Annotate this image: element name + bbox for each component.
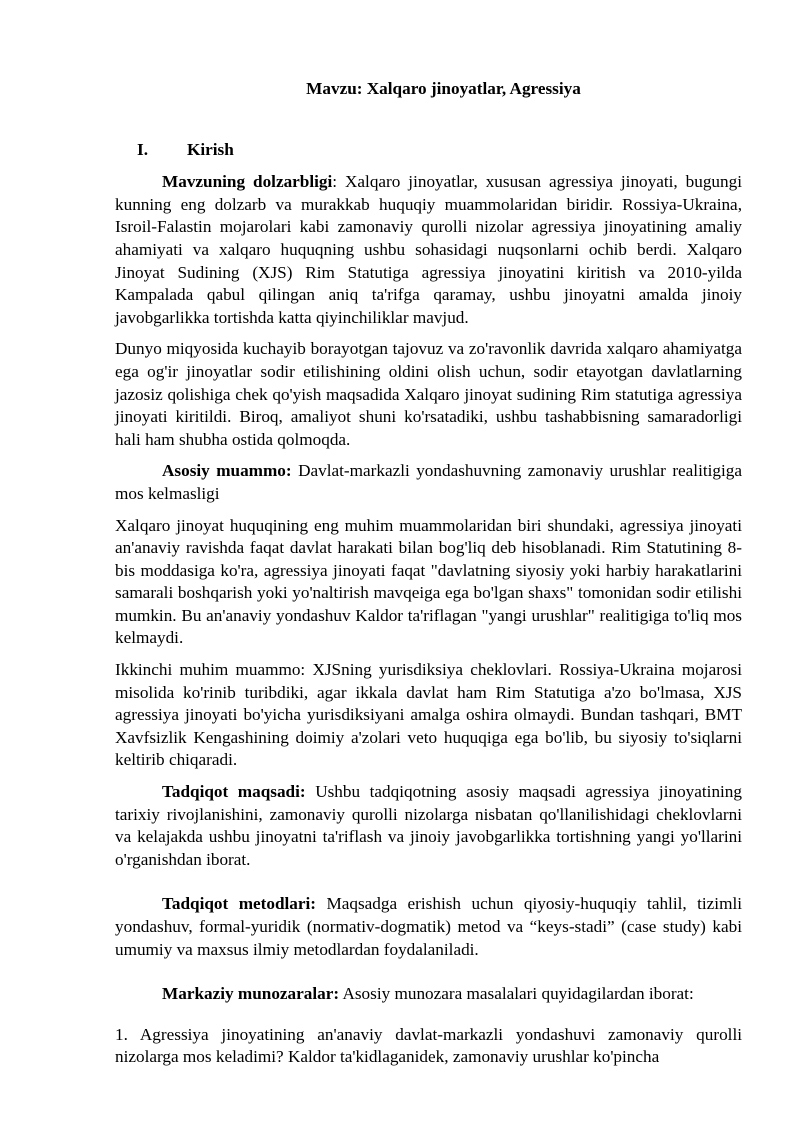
paragraph-research-methods — [115, 893, 742, 961]
paragraph-label: Mavzuning dolzarbligi — [162, 172, 333, 192]
paragraph-label: Markaziy munozaralar: — [162, 984, 340, 1004]
paragraph-text: Ushbu tadqiqotning asosiy maqsadi agressiya jinoyatining tarixiy rivojlanishini, zamonaviy qurolli nizolarga nisbatan qo'llanilishidagi cheklovlarni va kelajakda ushbu jinoyatni ta'riflash va jinoiy javobgarlikka tortishning yangi yo'llarini o'rganishdan iborat. — [115, 782, 742, 869]
label-separator: : — [332, 172, 345, 192]
label-separator — [306, 782, 316, 801]
list-item-number: 1. — [115, 1024, 128, 1044]
section-title: Kirish — [187, 139, 234, 159]
paragraph-state-centric — [115, 515, 742, 651]
label-separator — [316, 894, 326, 913]
paragraph-text: Ikkinchi muhim muammo: XJSning yurisdiksiya cheklovlari. Rossiya-Ukraina mojarosi misolida ko'rinib turibdiki, agar ikkala davlat ham Rim Statutiga a'zo bo'lmasa, XJS agressiya jinoyati bo'yicha yurisdiksiyani amalga oshira olmaydi. Bundan tashqari, BMT Xavfsizlik Kengashining doimiy a'zolari veto huquqiga ega bo'lib, bu siyosiy to'siqlarni keltirib chiqaradi. — [115, 660, 742, 770]
paragraph-main-problem — [115, 460, 742, 505]
paragraph-text: Xalqaro jinoyat huquqining eng muhim muammolaridan biri shundaki, agressiya jinoyati an'anaviy ravishda faqat davlat harakati bilan bog'liq deb hisoblanadi. Rim Statutining 8-bis moddasiga ko'ra, agressiya jinoyati faqat "davlatning siyosiy yoki harbiy harakatlarini samarali boshqarish yoki yo'naltirish mavqeiga ega bo'lgan shaxs" tomonidan sodir etilishi mumkin. Bu an'anaviy yondashuv Kaldor ta'riflagan "yangi urushlar" realitigiga to'liq mos kelmaydi. — [115, 515, 742, 648]
paragraph-text: Dunyo miqyosida kuchayib borayotgan tajovuz va zo'ravonlik davrida xalqaro ahamiyatga ega og'ir jinoyatlar sodir etilishining oldini olish uchun, sodir etayotgan davlatlarning jazosiz qolishiga chek qo'yish maqsadida Xalqaro jinoyat sudining Rim statutiga agressiya jinoyati kiritildi. Biroq, amaliyot shuni ko'rsatadiki, ushbu tashabbisning samaradorligi hali ham shubha ostida qolmoqda. — [115, 339, 742, 449]
paragraph-research-goal — [115, 781, 742, 871]
paragraph-text: Davlat-markazli yondashuvning zamonaviy urushlar realitigiga mos kelmasligi — [115, 461, 742, 503]
section-heading — [115, 139, 742, 162]
paragraph-label: Asosiy muammo: — [162, 461, 292, 481]
paragraph-text: Asosiy munozara masalalari quyidagilardan iborat: — [342, 984, 694, 1004]
document-title: Mavzu: Xalqaro jinoyatlar, Agressiya — [306, 79, 581, 98]
paragraph-jurisdiction — [115, 659, 742, 772]
document-page — [115, 70, 742, 1069]
section-number: I. — [137, 139, 148, 159]
paragraph-label: Tadqiqot metodlari: — [162, 894, 317, 914]
paragraph-central-debates — [115, 983, 742, 1006]
paragraph-context — [115, 338, 742, 451]
paragraph-text: Xalqaro jinoyatlar, xususan agressiya jinoyati, bugungi kunning eng dolzarb va murakkab huquqiy muammolaridan biridir. Rossiya-Ukraina, Isroil-Falastin mojarolari kabi zamonaviy qurolli nizolar agressiya jinoyatining amaliy ahamiyati va xalqaro huquqning ushbu sohasidagi nuqsonlarni ochib berdi. Xalqaro Jinoyat Sudining (XJS) Rim Statutiga agressiya jinoyatini kiritish va 2010-yilda Kampalada qabul qilingan aniq ta'rifga qaramay, ushbu jinoyatni amalda jinoiy javobgarlikka tortishda katta qiyinchiliklar mavjud. — [115, 172, 742, 327]
paragraph-text: Maqsadga erishish uchun qiyosiy-huquqiy tahlil, tizimli yondashuv, formal-yuridik (normativ-dogmatik) metod va “keys-stadi” (case study) kabi umumiy va maxsus ilmiy metodlardan foydalaniladi. — [115, 894, 742, 959]
paragraph-relevance — [115, 171, 742, 329]
list-item-text: Agressiya jinoyatining an'anaviy davlat-markazli yondashuvi zamonaviy qurolli nizolarga mos keladimi? Kaldor ta'kidlaganidek, zamonaviy urushlar ko'pincha — [115, 1024, 742, 1067]
paragraph-label: Tadqiqot maqsadi: — [162, 782, 306, 802]
list-item — [115, 1024, 742, 1069]
